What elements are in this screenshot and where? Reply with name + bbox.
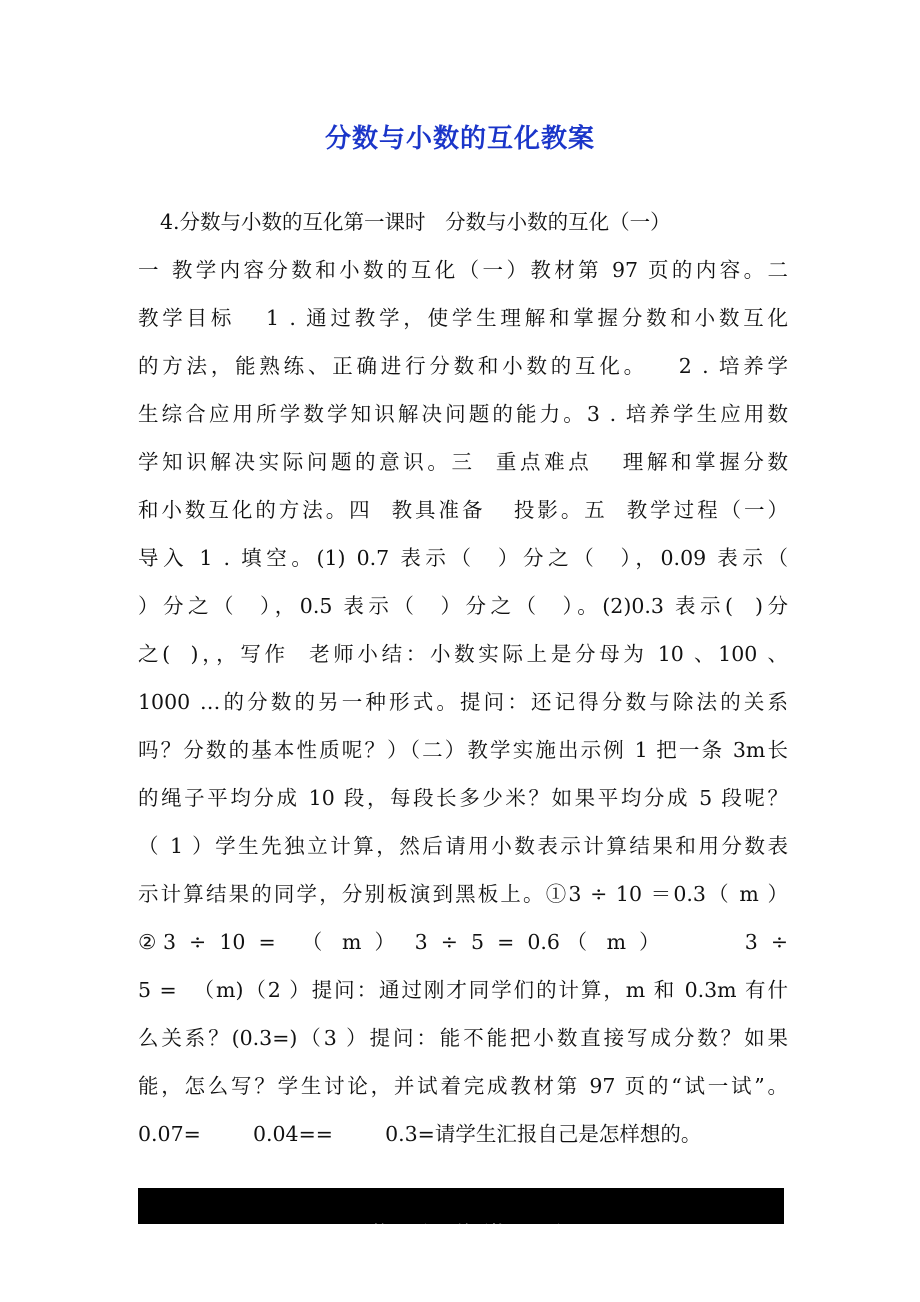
- text-line: 示计算结果的同学，分别板演到黑板上。①3 ÷ 10 ＝0.3（ m ）: [138, 882, 788, 906]
- page-number-label: 第 1 页 / 总页数 19 页: [372, 1223, 561, 1243]
- text-line: （ 1 ）学生先独立计算，然后请用小数表示计算结果和用分数表: [138, 834, 788, 858]
- text-line: 生综合应用所学数学知识解决问题的能力。3 . 培养学生应用数: [138, 402, 788, 426]
- text-line: 4.分数与小数的互化第一课时 分数与小数的互化（一）: [160, 210, 671, 234]
- text-line: 1000 …的分数的另一种形式。提问：还记得分数与除法的关系: [138, 690, 788, 714]
- text-line: 0.07= 0.04== 0.3=请学生汇报自己是怎样想的。: [138, 1122, 702, 1146]
- text-line: 能，怎么写？学生讨论，并试着完成教材第 97 页的“试一试”。: [138, 1074, 788, 1098]
- text-line: ）分之（ ），0.5 表示（ ）分之（ ）。(2)0.3 表示( )分: [138, 594, 788, 618]
- text-line: ②3 ÷ 10 = （ m ） 3 ÷ 5 = 0.6（ m ） 3 ÷: [138, 930, 788, 954]
- text-line: 和小数互化的方法。四 教具准备 投影。五 教学过程（一）: [138, 498, 788, 522]
- text-line: 导入 1 . 填空。(1) 0.7 表示（ ）分之（ ），0.09 表示（: [138, 546, 788, 570]
- document-title: 分数与小数的互化教案: [324, 124, 595, 154]
- text-line: 教学目标 1 . 通过教学，使学生理解和掌握分数和小数互化: [138, 306, 788, 330]
- text-line: 5 = （m)（2 ）提问：通过刚才同学们的计算，m 和 0.3m 有什: [138, 978, 788, 1002]
- text-line: 之( )，，写作 老师小结：小数实际上是分母为 10 、100 、: [138, 642, 788, 666]
- text-line: 吗？分数的基本性质呢？）（二）教学实施出示例 1 把一条 3m长: [138, 738, 788, 762]
- text-line: 么关系？(0.3=)（3 ）提问：能不能把小数直接写成分数？如果: [138, 1026, 788, 1050]
- text-line: 的绳子平均分成 10 段，每段长多少米？如果平均分成 5 段呢？: [138, 786, 788, 810]
- text-line: 一 教学内容分数和小数的互化（一）教材第 97 页的内容。二: [138, 258, 788, 282]
- page-footer: [138, 1188, 784, 1243]
- text-line: 的方法，能熟练、正确进行分数和小数的互化。 2 . 培养学: [138, 354, 788, 378]
- document-body: [138, 198, 788, 1158]
- text-line: 学知识解决实际问题的意识。三 重点难点 理解和掌握分数: [138, 450, 788, 474]
